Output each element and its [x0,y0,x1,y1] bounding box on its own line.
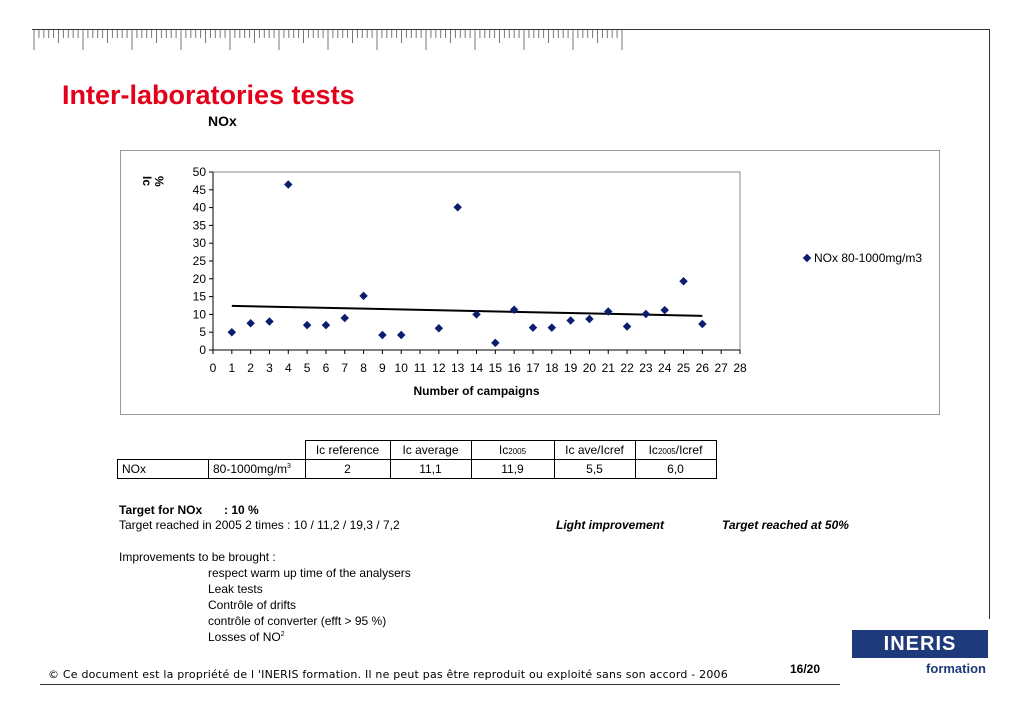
blank-cell [118,441,209,460]
top-border [32,29,990,30]
x-tick-label: 0 [209,361,217,375]
losses-text: Losses of NO [208,630,281,644]
x-tick-label: 10 [394,361,408,375]
y-axis-unit: % [152,176,166,187]
ruler-ticks [32,28,632,50]
cell-ic-reference: 2 [305,460,390,479]
data-point [585,315,593,323]
cell-ic-ave-icref: 5,5 [554,460,635,479]
x-tick-label: 2 [247,361,254,375]
data-point [453,203,461,211]
target-50-text: Target reached at 50% [722,518,849,532]
data-point [566,316,574,324]
x-tick-label: 28 [733,361,747,375]
x-tick-label: 12 [432,361,446,375]
x-tick-label: 1 [228,361,236,375]
x-tick-label: 21 [601,361,615,375]
slide-title: Inter-laboratories tests [62,80,355,110]
scatter-chart [121,151,939,414]
x-tick-label: 20 [582,361,597,375]
data-point [228,328,236,336]
data-point [246,319,254,327]
improvement-item-last [208,630,285,644]
data-point [378,331,386,339]
header-ic2005-icref-main: Ic [648,443,658,457]
x-tick-label: 24 [658,361,672,375]
improvement-item: Leak tests [208,582,263,596]
y-tick-label: 35 [192,218,206,233]
x-tick-label: 8 [360,361,367,375]
ineris-logo [852,630,988,676]
y-tick-label: 30 [192,236,206,251]
cell-range [209,460,306,479]
data-point [679,277,687,285]
y-tick-label: 50 [192,165,206,179]
legend-label: NOx 80-1000mg/m3 [814,251,923,265]
data-point [303,321,311,329]
x-tick-label: 4 [284,361,292,375]
x-tick-label: 3 [266,361,273,375]
y-tick-label: 20 [192,271,206,286]
table-row [118,460,717,479]
data-point [642,310,650,318]
improvement-item: respect warm up time of the analysers [208,566,411,580]
losses-sup: 2 [280,631,285,638]
x-tick-label: 6 [322,361,330,375]
x-tick-label: 27 [714,361,728,375]
cell-ic-average: 11,1 [390,460,471,479]
y-axis-title: Ic [140,176,154,187]
improvement-item: Contrôle of drifts [208,598,297,612]
cell-ic-2005: 11,9 [471,460,554,479]
cell-pollutant: NOx [118,460,209,479]
data-point [341,314,349,322]
chart-legend [804,251,922,265]
x-tick-label: 5 [303,361,311,375]
logo-top: INERIS [852,630,988,658]
improvements-title: Improvements to be brought : [119,550,276,564]
x-axis-title: Number of campaigns [413,384,540,398]
y-tick-label: 10 [192,307,206,322]
legend-marker-icon [803,254,811,262]
y-tick-label: 15 [192,289,206,304]
header-ic2005-icref-tail: /Icref [675,443,703,457]
results-table [117,440,717,479]
y-tick-label: 25 [192,254,206,268]
cell-ic2005-icref: 6,0 [635,460,716,479]
x-tick-label: 16 [507,361,521,375]
x-tick-label: 18 [545,361,559,375]
x-tick-label: 9 [379,361,386,375]
header-ic-2005-main: Ic [498,443,509,457]
blank-cell [209,441,306,460]
x-tick-label: 15 [488,361,503,375]
x-tick-label: 26 [695,361,710,375]
x-tick-label: 25 [676,361,691,375]
footer-line [40,684,840,685]
data-point [529,323,537,331]
x-tick-label: 7 [341,361,349,375]
data-point [623,322,631,330]
header-ic-ave-icref: Ic ave/Icref [554,441,635,460]
y-tick-label: 5 [199,325,206,340]
header-ic-reference: Ic reference [305,441,390,460]
data-point [265,317,273,325]
y-tick-label: 0 [199,343,206,357]
header-ic-average: Ic average [390,441,471,460]
data-point [548,323,556,331]
logo-bottom: formation [926,661,986,676]
copyright-footer: © Ce document est la propriété de l 'INERIS formation. Il ne peut pas être reproduit ou exploité sans son accord - 2006 [48,668,728,681]
chart-area [120,150,940,415]
data-point [698,320,706,328]
light-improvement-text: Light improvement [556,518,665,532]
y-tick-label: 45 [192,182,206,197]
data-point [491,339,499,347]
data-point [322,321,330,329]
target-label: Target for NOx [119,503,203,517]
data-point [284,180,292,188]
x-tick-label: 17 [526,361,540,375]
target-value: : 10 % [224,503,259,517]
x-tick-label: 14 [469,361,484,375]
table-header-row [118,441,717,460]
data-point [435,324,443,332]
x-tick-label: 19 [563,361,578,375]
x-tick-label: 23 [639,361,653,375]
page-number: 16/20 [790,662,821,676]
decorative-ruler [32,28,632,50]
improvement-item: contrôle of converter (efft > 95 %) [208,614,387,628]
cell-range-main: 80-1000mg/m [213,462,288,476]
data-point [397,331,405,339]
header-ic2005-icref-sub: 2005 [657,447,676,456]
x-tick-label: 22 [620,361,634,375]
target-reached-text: Target reached in 2005 2 times : 10 / 11,2 / 19,3 / 7,2 [119,518,400,532]
cell-range-sup: 3 [287,463,291,470]
right-border [989,29,990,619]
x-tick-label: 11 [413,361,427,375]
y-tick-label: 40 [192,200,206,215]
x-tick-label: 13 [450,361,465,375]
header-ic2005-icref [635,441,716,460]
plot-frame [213,172,740,350]
data-point [660,306,668,314]
chart-title: NOx [208,113,237,129]
data-point [359,292,367,300]
trendline [232,306,703,316]
header-ic-2005 [471,441,554,460]
header-ic-2005-sub: 2005 [508,447,527,456]
